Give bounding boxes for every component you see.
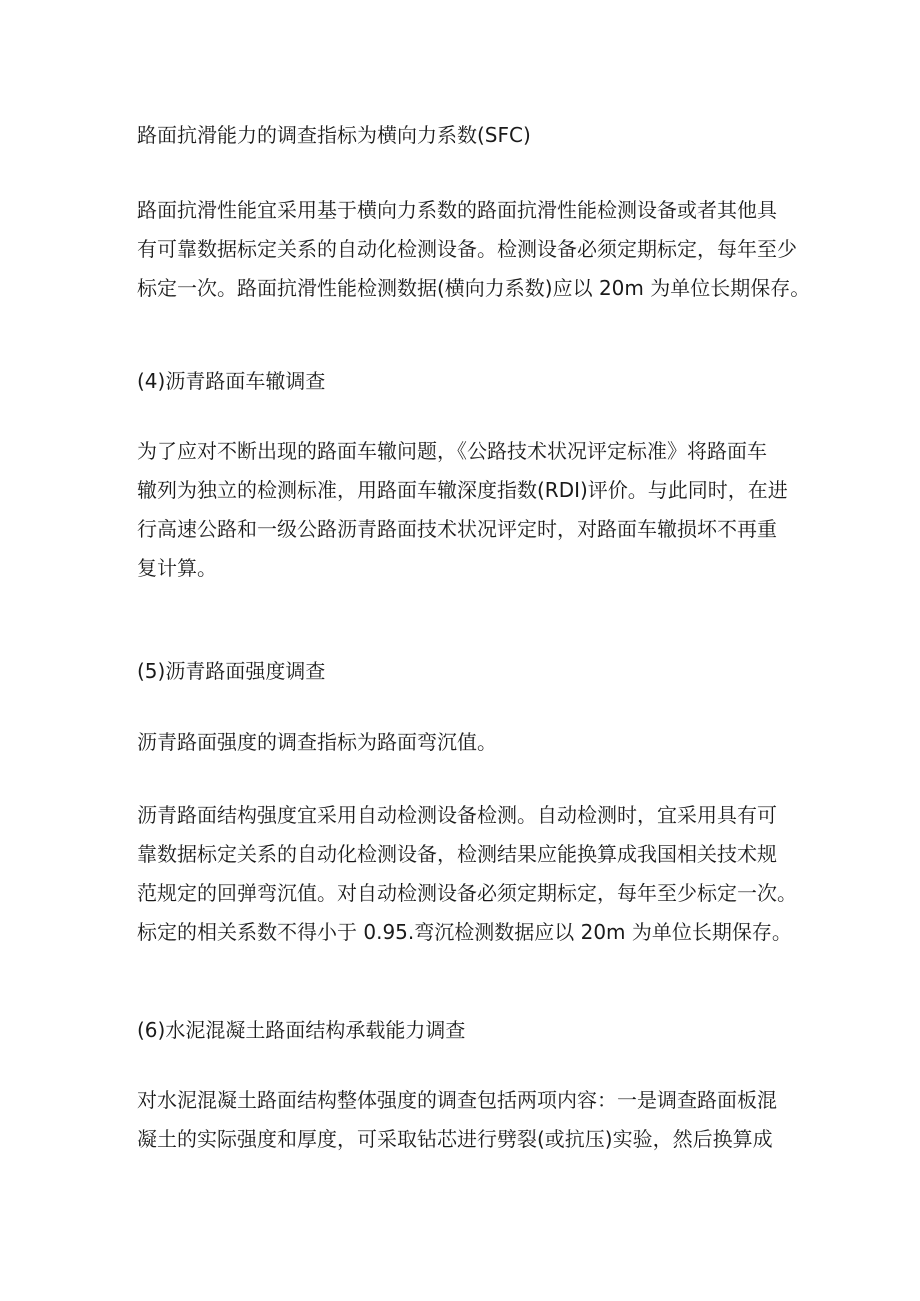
text-line: 行高速公路和一级公路沥青路面技术状况评定时，对路面车辙损坏不再重	[137, 517, 777, 541]
paragraph-strength-detection	[137, 796, 797, 952]
text-line: 沥青路面结构强度宜采用自动检测设备检测。自动检测时，宜采用具有可	[137, 803, 777, 827]
text-line: 复计算。	[137, 556, 217, 580]
text-line: 为了应对不断出现的路面车辙问题，《公路技术状况评定标准》将路面车	[137, 439, 767, 463]
paragraph-rutting	[137, 432, 797, 588]
heading-strength	[137, 652, 797, 691]
text-line: 沥青路面强度的调查指标为路面弯沉值。	[137, 730, 497, 754]
section-heading: (6)水泥混凝土路面结构承载能力调查	[137, 1018, 466, 1042]
text-line: 路面抗滑能力的调查指标为横向力系数(SFC)	[137, 123, 531, 147]
paragraph-skid-resistance	[137, 191, 811, 308]
paragraph-sfc-indicator	[137, 116, 797, 155]
text-line: 对水泥混凝土路面结构整体强度的调查包括两项内容：一是调查路面板混	[137, 1088, 777, 1112]
text-line: 有可靠数据标定关系的自动化检测设备。检测设备必须定期标定，每年至少	[137, 237, 797, 261]
text-line: 标定的相关系数不得小于 0.95.弯沉检测数据应以 20m 为单位长期保存。	[137, 920, 792, 944]
text-line: 路面抗滑性能宜采用基于横向力系数的路面抗滑性能检测设备或者其他具	[137, 198, 777, 222]
section-heading: (5)沥青路面强度调查	[137, 659, 326, 683]
text-line: 标定一次。路面抗滑性能检测数据(横向力系数)应以 20m 为单位长期保存。	[137, 276, 811, 300]
paragraph-strength-indicator	[137, 723, 797, 762]
heading-rutting	[137, 362, 797, 401]
heading-concrete	[137, 1011, 797, 1050]
text-line: 辙列为独立的检测标准，用路面车辙深度指数(RDI)评价。与此同时，在进	[137, 478, 788, 502]
text-line: 靠数据标定关系的自动化检测设备，检测结果应能换算成我国相关技术规	[137, 842, 777, 866]
paragraph-concrete-survey	[137, 1081, 797, 1159]
text-line: 范规定的回弹弯沉值。对自动检测设备必须定期标定，每年至少标定一次。	[137, 881, 797, 905]
section-heading: (4)沥青路面车辙调查	[137, 369, 326, 393]
text-line: 凝土的实际强度和厚度，可采取钻芯进行劈裂(或抗压)实验，然后换算成	[137, 1127, 773, 1151]
